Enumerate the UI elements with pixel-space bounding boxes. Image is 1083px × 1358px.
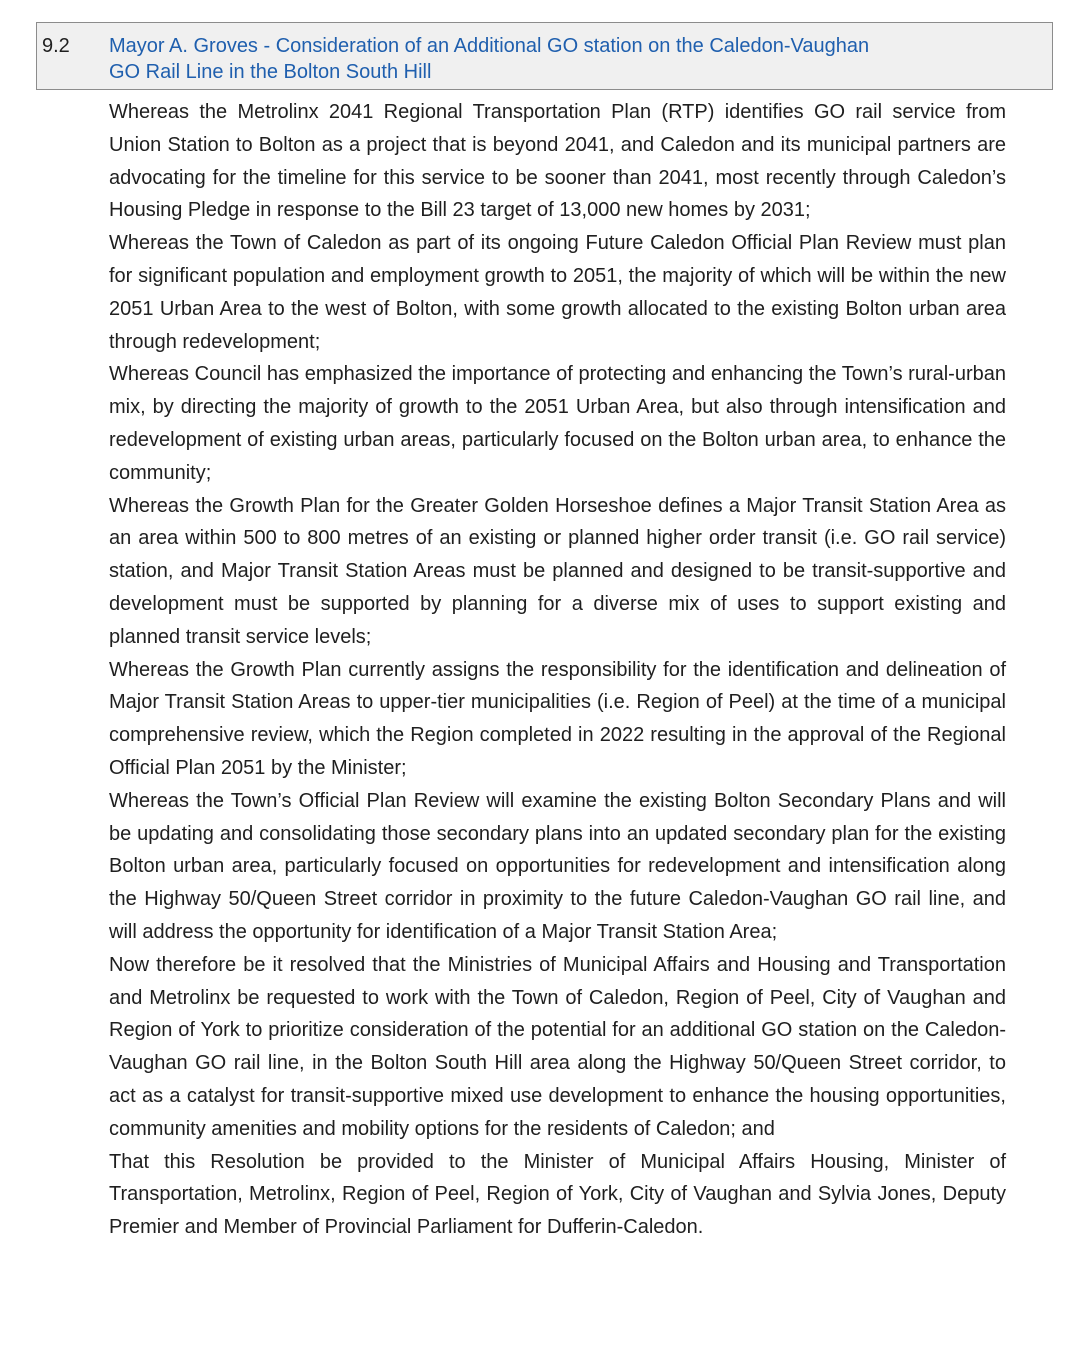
whereas-clause-3: Whereas Council has emphasized the importance of protecting and enhancing the Town’s rural-urban mix, by directing the majority of growth to the 2051 Urban Area, but also through intensification and redevelopment of existing urban areas, particularly focused on the Bolton urban area, to enhance the community; [109, 363, 1006, 484]
whereas-clause-4: Whereas the Growth Plan for the Greater Golden Horseshoe defines a Major Transit Station Area as an area within 500 to 800 metres of an existing or planned higher order transit (i.e. GO rail service) station, and Major Transit Station Areas must be planned and designed to be transit-supportive and development must be supported by planning for a diverse mix of uses to support existing and planned transit service levels; [109, 494, 1006, 648]
whereas-clause-2: Whereas the Town of Caledon as part of its ongoing Future Caledon Official Plan Review must plan for significant population and employment growth to 2051, the majority of which will be within the new 2051 Urban Area to the west of Bolton, with some growth allocated to the existing Bolton urban area through redevelopment; [109, 232, 1006, 353]
resolved-clause: Now therefore be it resolved that the Ministries of Municipal Affairs and Housing and Transportation and Metrolinx be requested to work with the Town of Caledon, Region of Peel, City of Vaughan and Region of York to prioritize consideration of the potential for an additional GO station on the Caledon-Vaughan GO rail line, in the Bolton South Hill area along the Highway 50/Queen Street corridor, to act as a catalyst for transit-supportive mixed use development to enhance the housing opportunities, community amenities and mobility options for the residents of Caledon; and [109, 953, 1006, 1140]
whereas-clause-6: Whereas the Town’s Official Plan Review will examine the existing Bolton Secondary Plans and will be updating and consolidating those secondary plans into an updated secondary plan for the existing Bolton urban area, particularly focused on opportunities for redevelopment and intensification along the Highway 50/Queen Street corridor in proximity to the future Caledon-Vaughan GO rail line, and will address the opportunity for identification of a Major Transit Station Area; [109, 789, 1006, 943]
agenda-item-header [36, 22, 1053, 90]
item-number: 9.2 [42, 35, 70, 57]
resolution-body [109, 96, 1006, 1244]
item-title-link[interactable]: Mayor A. Groves - Consideration of an Additional GO station on the Caledon-Vaughan GO Rail Line in the Bolton South Hill [109, 35, 870, 83]
distribution-clause: That this Resolution be provided to the Minister of Municipal Affairs Housing, Minister of Transportation, Metrolinx, Region of Peel, Region of York, City of Vaughan and Sylvia Jones, Deputy Premier and Member of Provincial Parliament for Dufferin-Caledon. [109, 1150, 1006, 1239]
whereas-clause-5: Whereas the Growth Plan currently assigns the responsibility for the identification and delineation of Major Transit Station Areas to upper-tier municipalities (i.e. Region of Peel) at the time of a municipal comprehensive review, which the Region completed in 2022 resulting in the approval of the Regional Official Plan 2051 by the Minister; [109, 658, 1006, 779]
whereas-clause-1: Whereas the Metrolinx 2041 Regional Transportation Plan (RTP) identifies GO rail service from Union Station to Bolton as a project that is beyond 2041, and Caledon and its municipal partners are advocating for the timeline for this service to be sooner than 2041, most recently through Caledon’s Housing Pledge in response to the Bill 23 target of 13,000 new homes by 2031; [109, 101, 1006, 222]
